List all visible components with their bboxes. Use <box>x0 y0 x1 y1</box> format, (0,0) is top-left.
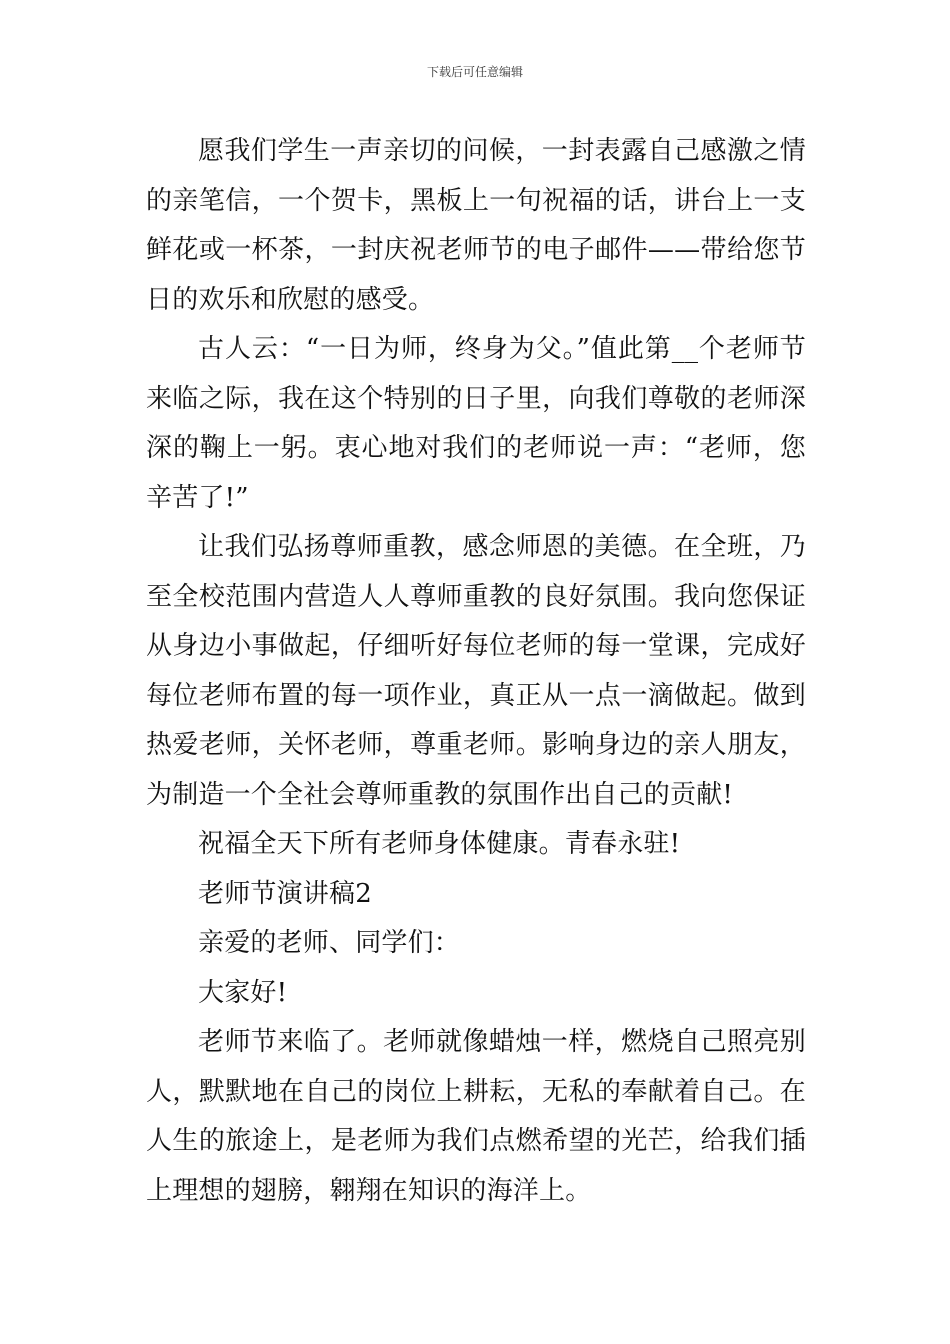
salutation: 亲爱的老师、同学们： <box>198 928 461 958</box>
greeting: 大家好! <box>198 977 288 1008</box>
paragraph: 愿我们学生一声亲切的问候，一封表露自己感激之情的亲笔信，一个贺卡，黑板上一句祝福的话，讲台上一支鲜花或一杯茶，一封庆祝老师节的电子邮件——带给您节日的欢乐和欣慰的感受。 <box>146 136 806 315</box>
section-title: 老师节演讲稿2 <box>198 878 372 909</box>
document-body <box>146 127 806 1216</box>
paragraph: 祝福全天下所有老师身体健康。青春永驻! <box>198 829 681 859</box>
paragraph: 古人云：“一日为师，终身为父。”值此第__个老师节来临之际，我在这个特别的日子里，向我们尊敬的老师深深的鞠上一躬。衷心地对我们的老师说一声：“老师，您辛苦了!” <box>146 334 806 513</box>
page-header: 下载后可任意编辑 <box>426 65 523 79</box>
paragraph: 让我们弘扬尊师重教，感念师恩的美德。在全班，乃至全校范围内营造人人尊师重教的良好氛围。我向您保证从身边小事做起，仔细听好每位老师的每一堂课，完成好每位老师布置的每一项作业，真正从一点一滴做起。做到热爱老师，关怀老师，尊重老师。影响身边的亲人朋友，为制造一个全社会尊师重教的氛围作出自己的贡献! <box>146 532 806 810</box>
paragraph: 老师节来临了。老师就像蜡烛一样，燃烧自己照亮别人，默默地在自己的岗位上耕耘，无私的奉献着自己。在人生的旅途上，是老师为我们点燃希望的光芒，给我们插上理想的翅膀，翱翔在知识的海洋上。 <box>146 1027 806 1206</box>
